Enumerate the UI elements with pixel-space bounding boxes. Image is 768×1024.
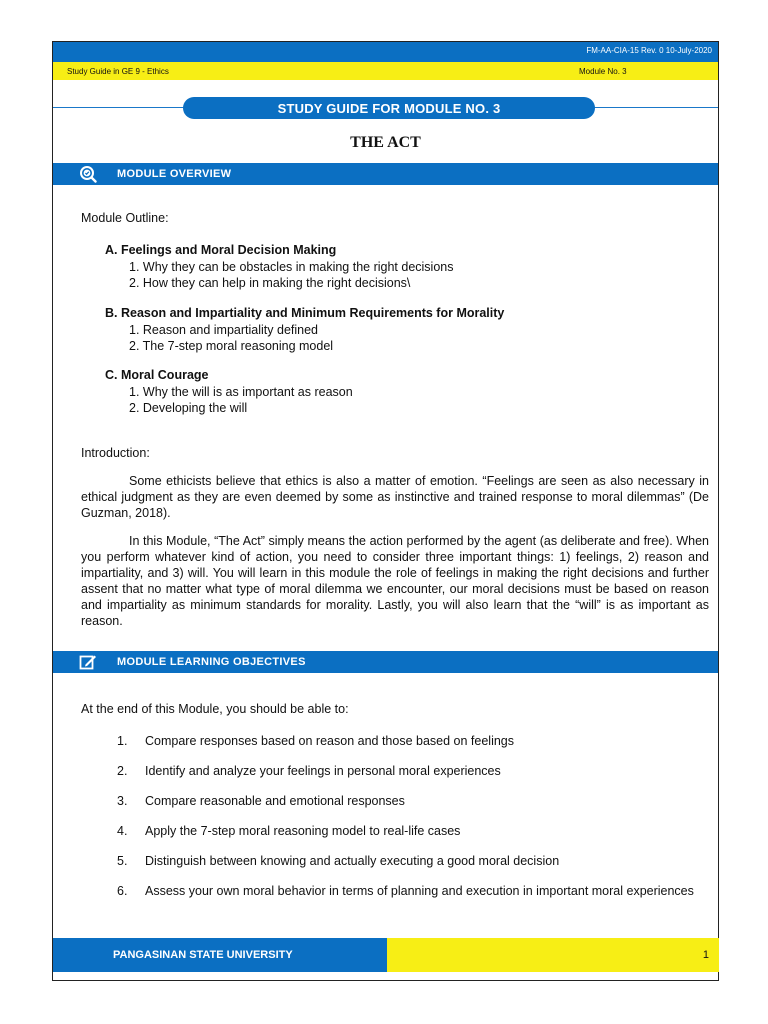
outline-list-b	[129, 322, 333, 354]
intro-paragraph-2: In this Module, “The Act” simply means the action performed by the agent (as deliberate and free). When you perform whatever kind of action, you need to consider three important things: 1) feelings, 2) reason and impartiality, and 3) will. You will learn in this module the role of feelings in making the right decisions and further assent that no matter what type of moral dilemma we encounter, our moral decisions must be based on reason and impartiality as minimum standards for morality. Lastly, you will also learn that the “will” is as important as reason.	[81, 534, 709, 628]
list-item-number: 5.	[117, 854, 128, 868]
section-bar-objectives	[53, 651, 718, 673]
outline-heading-c: C. Moral Courage	[105, 368, 209, 382]
introduction-label: Introduction:	[81, 446, 150, 460]
section-bar-overview	[53, 163, 718, 185]
list-item-number: 2.	[117, 764, 128, 778]
list-item-text: Identify and analyze your feelings in personal moral experiences	[145, 764, 501, 778]
magnifier-check-icon	[79, 165, 97, 183]
study-guide-title-pill: STUDY GUIDE FOR MODULE NO. 3	[183, 97, 595, 119]
footer-blue-band	[53, 938, 387, 972]
section-heading-overview: MODULE OVERVIEW	[117, 168, 232, 180]
page-number: 1	[702, 949, 709, 961]
list-item-text: Apply the 7-step moral reasoning model to real-life cases	[145, 824, 461, 838]
intro-paragraph-1: Some ethicists believe that ethics is also a matter of emotion. “Feelings are seen as also necessary in ethical judgment as they are even deemed by some as instinctive and trained response to moral dilemmas” (De Guzman, 2018).	[81, 474, 709, 520]
outline-list-a	[129, 259, 453, 291]
list-item: 1. Why the will is as important as reason	[129, 385, 353, 399]
objectives-intro: At the end of this Module, you should be able to:	[81, 702, 349, 716]
objectives-list	[117, 730, 697, 910]
outline-heading-b: B. Reason and Impartiality and Minimum Requirements for Morality	[105, 306, 505, 320]
list-item	[117, 880, 697, 903]
header-blue-band	[53, 42, 718, 62]
section-heading-objectives: MODULE LEARNING OBJECTIVES	[117, 656, 306, 668]
list-item-number: 1.	[117, 734, 128, 748]
list-item-text: Compare reasonable and emotional responses	[145, 794, 405, 808]
module-number: Module No. 3	[579, 67, 627, 76]
outline-label: Module Outline:	[81, 211, 169, 225]
list-item: 2. How they can help in making the right decisions\	[129, 276, 411, 290]
outline-heading-a: A. Feelings and Moral Decision Making	[105, 243, 337, 257]
list-item	[117, 730, 697, 753]
list-item	[117, 790, 697, 813]
list-item-text: Distinguish between knowing and actually executing a good moral decision	[145, 854, 560, 868]
list-item-number: 6.	[117, 884, 128, 898]
list-item	[117, 850, 697, 873]
list-item-text: Compare responses based on reason and those based on feelings	[145, 734, 515, 748]
list-item	[117, 760, 697, 783]
list-item-number: 3.	[117, 794, 128, 808]
page-title: THE ACT	[350, 134, 421, 151]
pencil-edit-icon	[79, 653, 97, 671]
list-item-text: Assess your own moral behavior in terms of planning and execution in important moral experiences	[145, 884, 694, 898]
outline-list-c	[129, 384, 353, 416]
document-page	[52, 41, 719, 981]
guide-name: Study Guide in GE 9 - Ethics	[67, 67, 169, 76]
doc-code: FM-AA-CIA-15 Rev. 0 10-July-2020	[586, 46, 712, 55]
header-yellow-band	[53, 62, 718, 80]
list-item: 1. Why they can be obstacles in making the right decisions	[129, 260, 454, 274]
list-item: 2. Developing the will	[129, 401, 248, 415]
list-item: 2. The 7-step moral reasoning model	[129, 339, 334, 353]
list-item-number: 4.	[117, 824, 128, 838]
footer-yellow-band	[387, 938, 719, 972]
list-item: 1. Reason and impartiality defined	[129, 323, 319, 337]
list-item	[117, 820, 697, 843]
university-name: PANGASINAN STATE UNIVERSITY	[113, 949, 293, 961]
